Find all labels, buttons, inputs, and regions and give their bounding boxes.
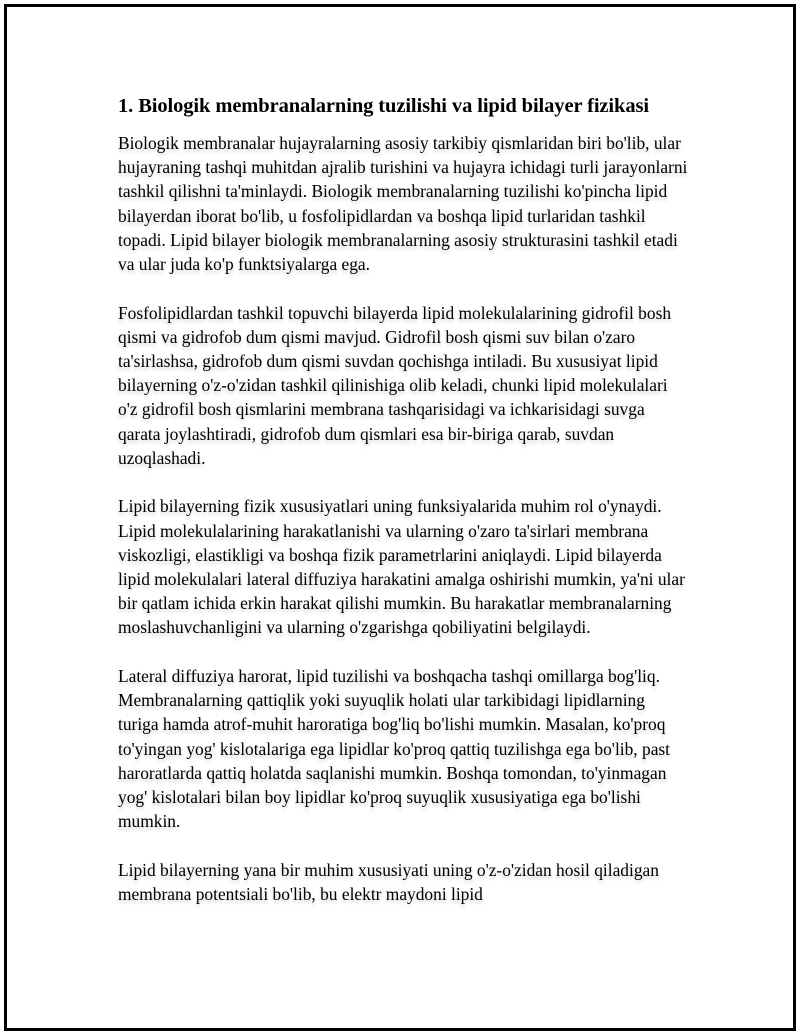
paragraph: Lipid bilayerning fizik xususiyatlari uning funksiyalarida muhim rol o'ynaydi. Lipid molekulalarining harakatlanishi va ularning o'zaro ta'sirlari membrana viskozligi, elastikligi va boshqa fizik parametrlarini aniqlaydi. Lipid bilayerda lipid molekulalari lateral diffuziya harakatini amalga oshirishi mumkin, ya'ni ular bir qatlam ichida erkin harakat qilishi mumkin. Bu harakatlar membranalarning moslashuvchanligini va ularning o'zgarishga qobiliyatini belgilaydi. bbox=[118, 496, 685, 638]
paragraph: Biologik membranalar hujayralarning asosiy tarkibiy qismlaridan biri bo'lib, ular hujayraning tashqi muhitdan ajralib turishini va hujayra ichidagi turli jarayonlarni tashkil qilishni ta'minlaydi. Biologik membranalarning tuzilishi ko'pincha lipid bilayerdan iborat bo'lib, u fosfolipidlardan va boshqa lipid turlaridan tashkil topadi. Lipid bilayer biologik membranalarning asosiy strukturasini tashkil etadi va ular juda ko'p funktsiyalarga ega. bbox=[118, 133, 688, 275]
section-heading: 1. Biologik membranalarning tuzilishi va lipid bilayer fizikasi bbox=[118, 95, 649, 117]
document-body bbox=[118, 92, 688, 931]
paragraph: Fosfolipidlardan tashkil topuvchi bilayerda lipid molekulalarining gidrofil bosh qismi va gidrofob dum qismi mavjud. Gidrofil bosh qismi suv bilan o'zaro ta'sirlashsa, gidrofob dum qismi suvdan qochishga intiladi. Bu xususiyat lipid bilayerning o'z-o'zidan tashkil qilinishiga olib keladi, chunki lipid molekulalari o'z gidrofil bosh qismlarini membrana tashqarisidagi va ichkarisidagi suvga qarata joylashtiradi, gidrofob dum qismlari esa bir-biriga qarab, suvdan uzoqlashadi. bbox=[118, 302, 672, 468]
paragraph: Lateral diffuziya harorat, lipid tuzilishi va boshqacha tashqi omillarga bog'liq. Membranalarning qattiqlik yoki suyuqlik holati ular tarkibidagi lipidlarning turiga hamda atrof-muhit haroratiga bog'liq bo'lishi mumkin. Masalan, ko'proq to'yingan yog' kislotalariga ega lipidlar ko'proq qattiq tuzilishga ega bo'lib, past haroratlarda qattiq holatda saqlanishi mumkin. Boshqa tomondan, to'yinmagan yog' kislotalari bilan boy lipidlar ko'proq suyuqlik xususiyatiga ega bo'lishi mumkin. bbox=[118, 666, 671, 832]
paragraph: Lipid bilayerning yana bir muhim xususiyati uning o'z-o'zidan hosil qiladigan membrana potentsiali bo'lib, bu elektr maydoni lipid bbox=[118, 859, 659, 905]
